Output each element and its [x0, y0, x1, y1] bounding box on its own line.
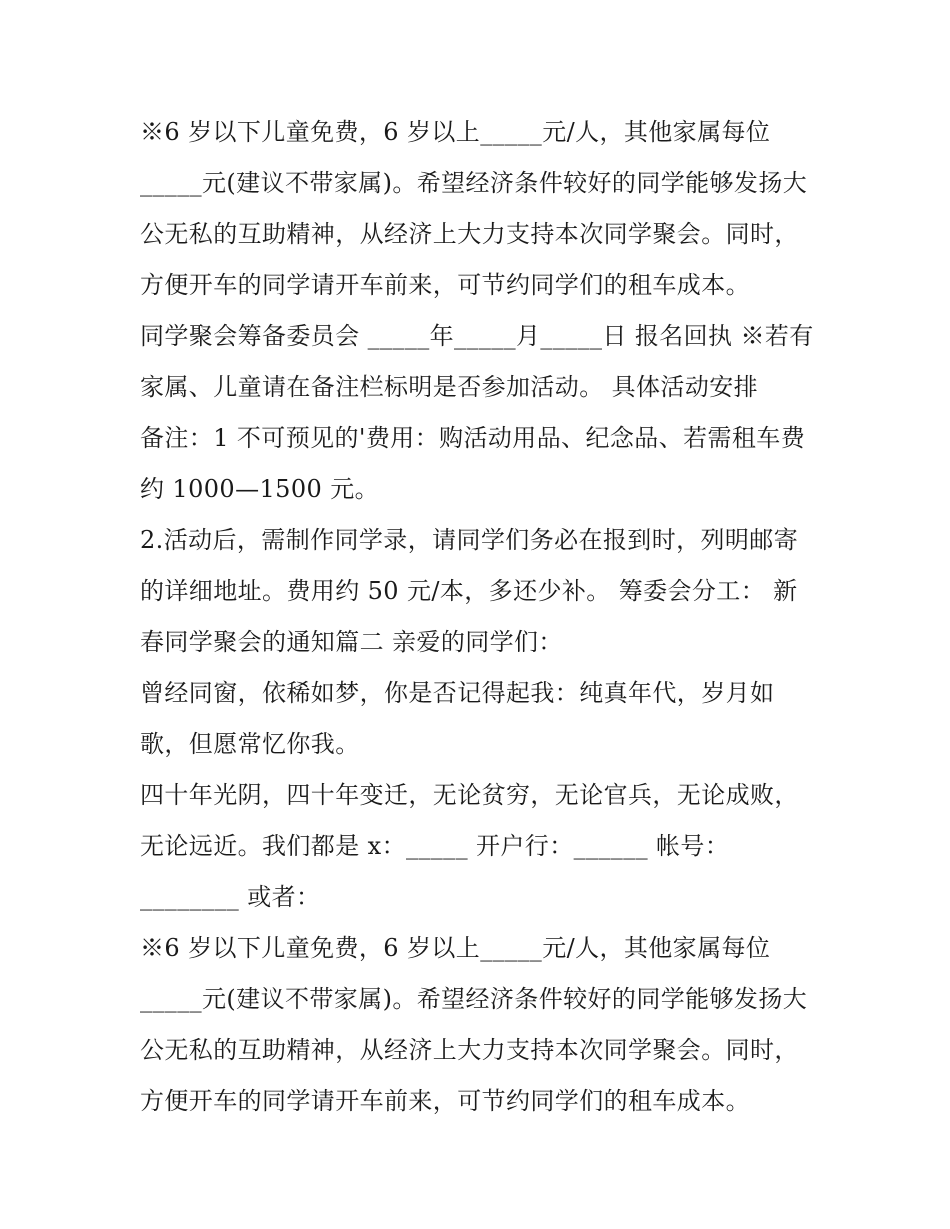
text-line: ※6 岁以下儿童免费，6 岁以上_____元/人，其他家属每位	[140, 934, 771, 962]
text-line: 曾经同窗，依稀如梦，你是否记得起我：纯真年代，岁月如	[140, 679, 775, 707]
document-body	[140, 107, 830, 1127]
text-line: 约 1000—1500 元。	[140, 475, 380, 503]
text-line: 春同学聚会的通知篇二 亲爱的同学们：	[140, 628, 563, 656]
text-line: ※6 岁以下儿童免费，6 岁以上_____元/人，其他家属每位	[140, 118, 771, 146]
text-line: 2.活动后，需制作同学录，请同学们务必在报到时，列明邮寄	[140, 526, 799, 554]
text-line: 公无私的互助精神，从经济上大力支持本次同学聚会。同时，	[140, 220, 799, 248]
text-line: 备注：1 不可预见的'费用：购活动用品、纪念品、若需租车费	[140, 424, 806, 452]
text-line: 歌，但愿常忆你我。	[140, 730, 360, 758]
text-line: 方便开车的同学请开车前来，可节约同学们的租车成本。	[140, 1087, 750, 1115]
text-line: _____元(建议不带家属)。希望经济条件较好的同学能够发扬大	[140, 169, 808, 197]
text-line: 家属、儿童请在备注栏标明是否参加活动。 具体活动安排	[140, 373, 759, 401]
text-line: 公无私的互助精神，从经济上大力支持本次同学聚会。同时，	[140, 1036, 799, 1064]
text-line: _____元(建议不带家属)。希望经济条件较好的同学能够发扬大	[140, 985, 808, 1013]
text-line: 四十年光阴，四十年变迁，无论贫穷，无论官兵，无论成败，	[140, 781, 799, 809]
text-line: 的详细地址。费用约 50 元/本，多还少补。 筹委会分工： 新	[140, 577, 798, 605]
text-line: 无论远近。我们都是 x：_____ 开户行：______ 帐号：	[140, 832, 730, 860]
text-line: ________ 或者：	[140, 883, 321, 911]
text-line: 同学聚会筹备委员会 _____年_____月_____日 报名回执 ※若有	[140, 322, 814, 350]
text-line: 方便开车的同学请开车前来，可节约同学们的租车成本。	[140, 271, 750, 299]
